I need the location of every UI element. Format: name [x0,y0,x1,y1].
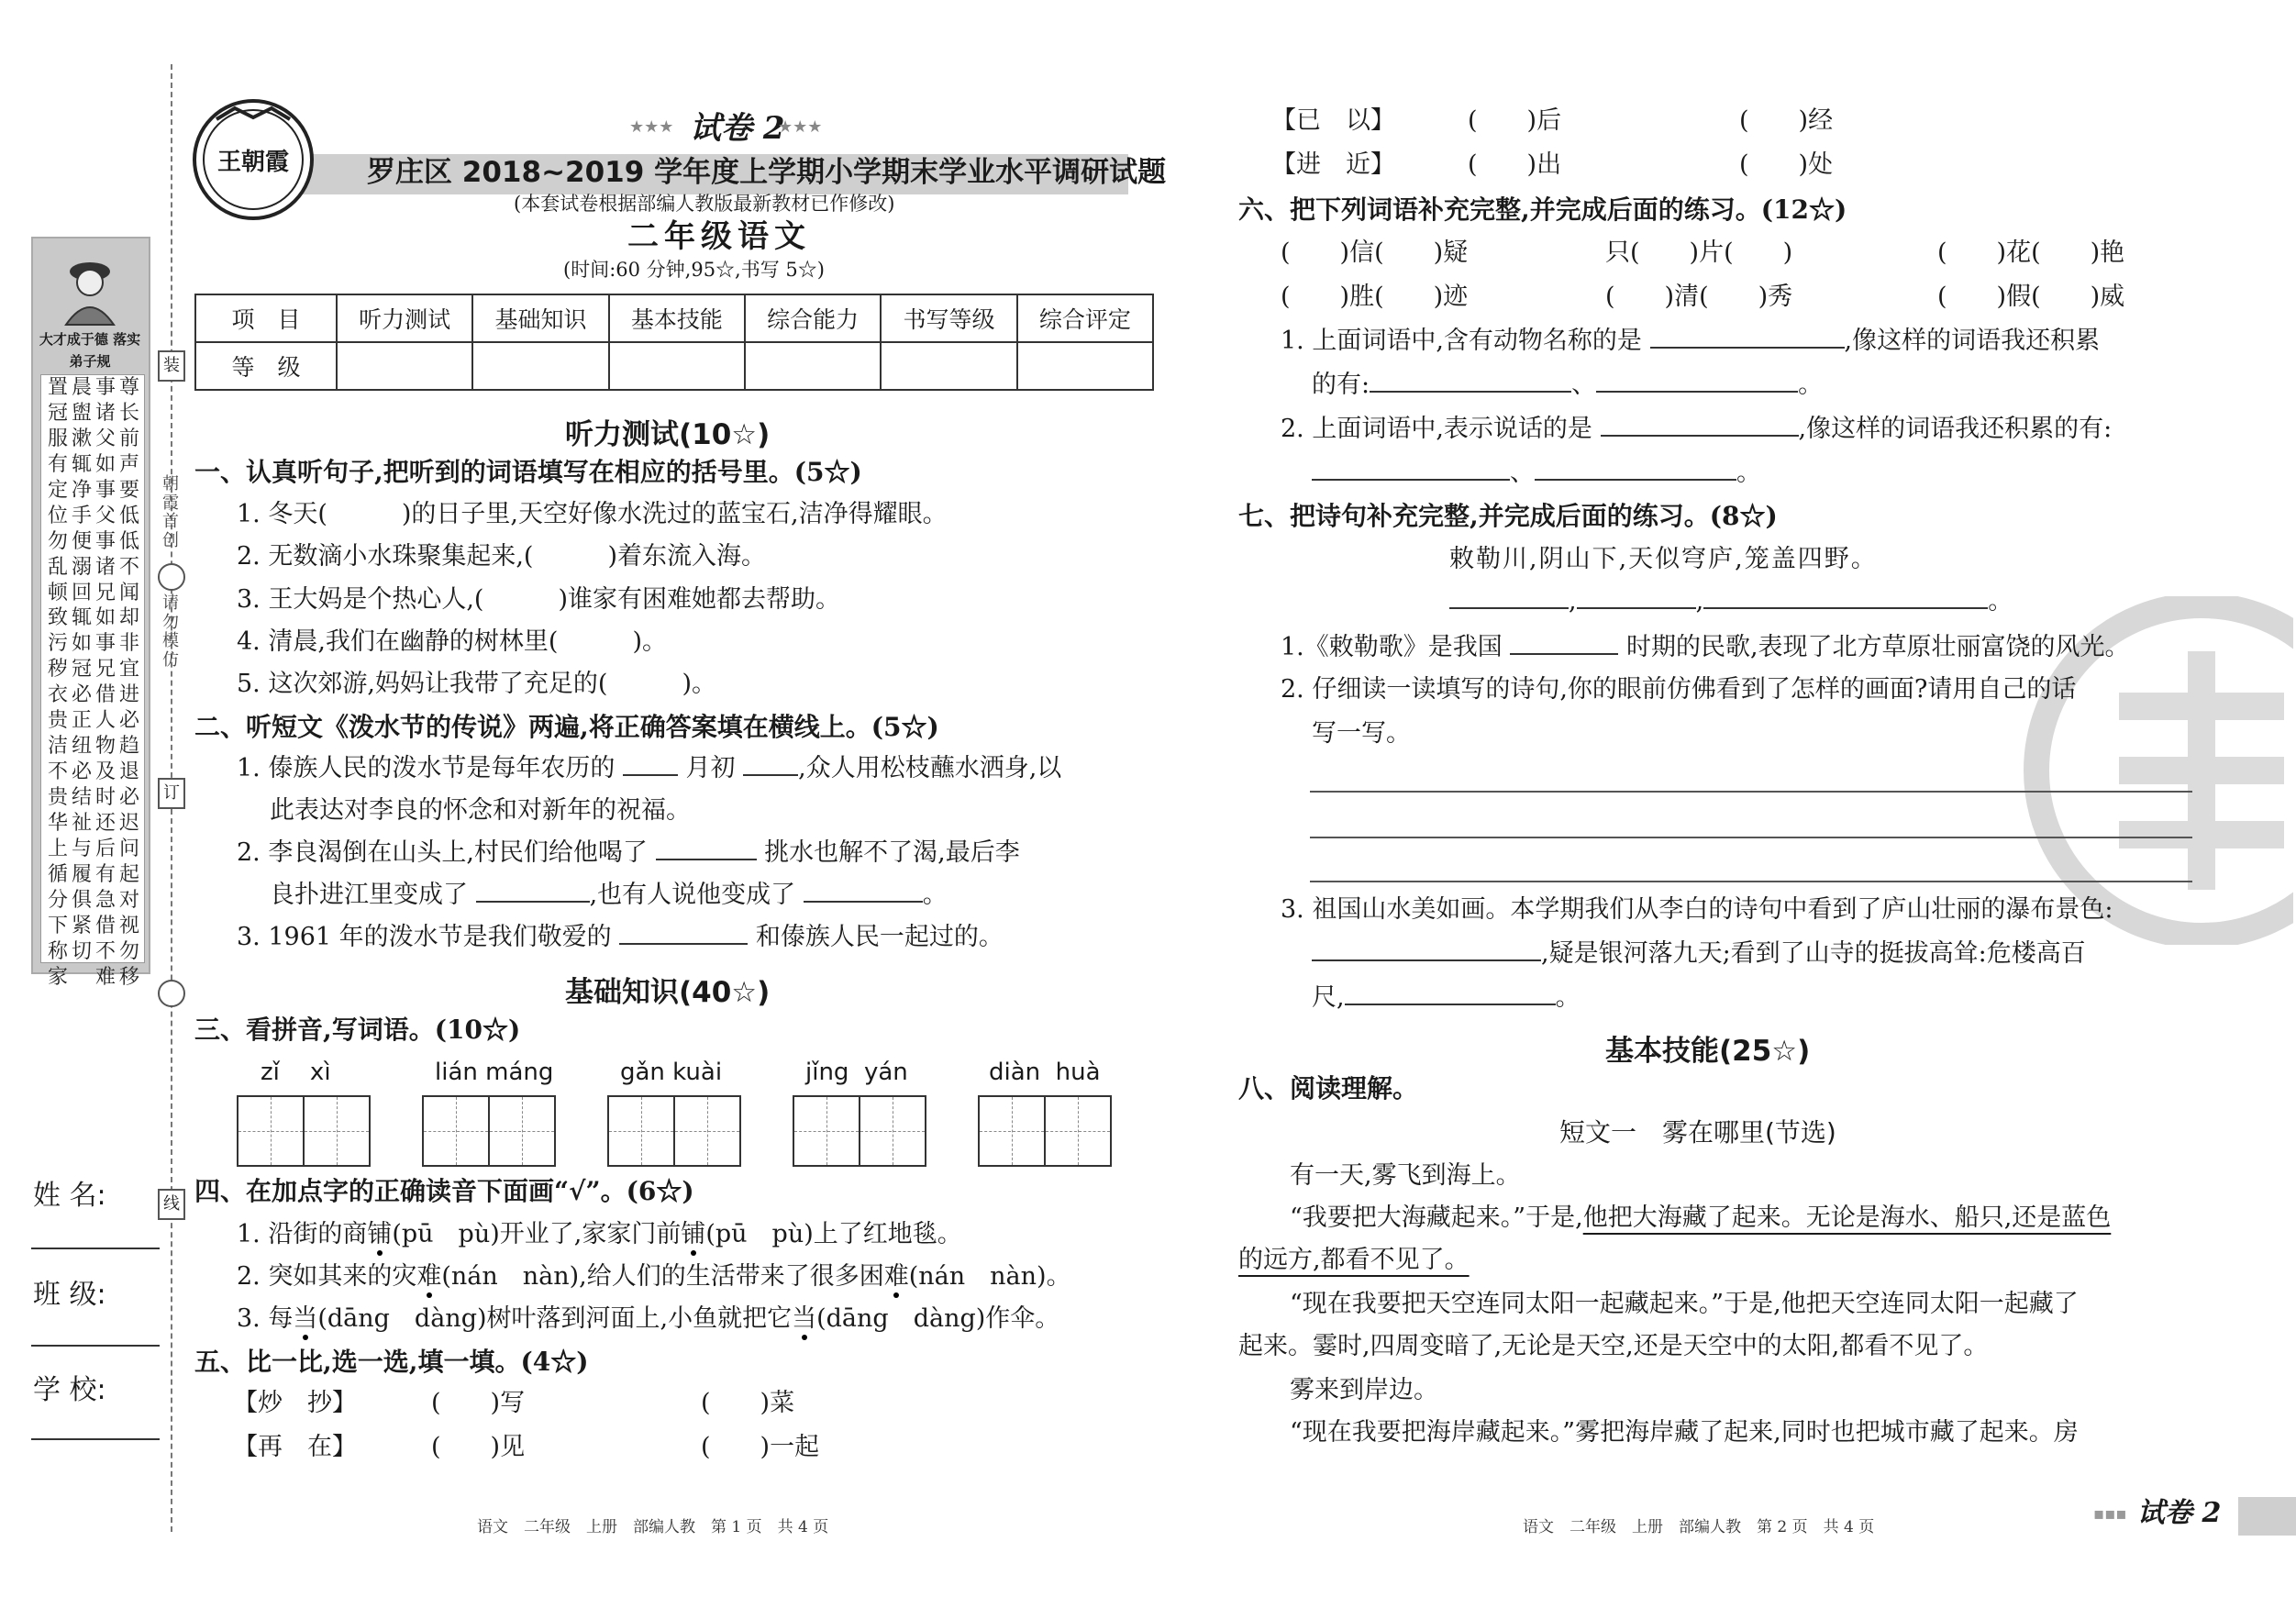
seal-char-xian: 线 [158,1189,185,1220]
q3-title: 三、看拼音,写词语。(10☆) [194,1015,521,1045]
q5-label: 【已 以】 [1271,106,1395,135]
q4-text: 2. 突如其来的灾 [237,1262,417,1291]
stars-left-icon: ★★★ [629,117,674,137]
q6-item-2-cont [1312,459,1761,488]
q2-text: 3. 1961 年的泼水节是我们敬爱的 [237,923,612,951]
subject-title: 二年级语文 [627,218,811,255]
grade-table [194,294,1154,391]
underlined-sentence: 的远方,都看不见了。 [1238,1246,1470,1274]
q5-title: 五、比一比,选一选,填一填。(4☆) [194,1347,589,1377]
blank[interactable] [1577,607,1696,609]
q8-title: 八、阅读理解。 [1238,1073,1419,1103]
q7-poem: 敕勒川,阴山下,天似穹庐,笼盖四野。 [1449,545,1878,573]
q2-item-2 [237,838,1020,868]
q4-title: 四、在加点字的正确读音下面画“√”。(6☆) [194,1176,694,1206]
passage-para: “现在我要把海岸藏起来。”雾把海岸藏了起来,同时也把城市藏了起来。房 [1290,1418,2079,1447]
q7-text: 1.《敕勒歌》是我国 [1281,633,1503,661]
q4-item-1 [237,1220,962,1249]
q2-item-2-cont [270,881,948,910]
section-listening-title: 听力测试(10☆) [565,418,771,451]
passage-para-cont [1238,1246,1470,1275]
side-label-copy: 请勿模仿 [162,593,179,671]
name-field[interactable] [31,1248,160,1249]
q7-punct: , [1569,587,1577,616]
blank[interactable] [1703,607,1988,609]
passage-para: 雾来到岸边。 [1290,1376,1438,1404]
q5-option: ( )菜 [701,1389,795,1417]
dotted-char: 当 [792,1304,817,1333]
q1-item: 4. 清晨,我们在幽静的树林里( )。 [237,627,667,656]
q6-word: 只( )片( ) [1605,238,1793,267]
blank[interactable] [619,943,748,945]
blank[interactable] [476,901,590,903]
page-1-footer: 语文 二年级 上册 部编人教 第 1 页 共 4 页 [477,1518,829,1536]
section-basic-knowledge-title: 基础知识(40☆) [565,976,771,1009]
section-basic-skills-title: 基本技能(25☆) [1605,1035,1811,1068]
grade-table-header: 听力测试 [337,294,472,342]
q6-text: 。 [1736,459,1761,487]
q2-text: 1. 傣族人民的泼水节是每年农历的 [237,754,616,782]
q4-text: (nán nàn),给人们的生活带来了很多困 [441,1262,884,1291]
dotted-char: 难 [883,1262,909,1291]
grade-table-header: 基础知识 [472,294,608,342]
tianzige-box[interactable] [978,1095,1112,1167]
corner-squares-icon: ▪▪▪ [2093,1504,2127,1524]
q6-word: ( )信( )疑 [1281,238,1469,267]
q4-text: (nán nàn)。 [908,1262,1071,1291]
tianzige-box[interactable] [607,1095,741,1167]
q6-text: 、 [1510,459,1535,487]
grade-cell[interactable] [881,342,1016,390]
q6-text: 、 [1571,371,1597,399]
q1-item: 1. 冬天( )的日子里,天空好像水洗过的蓝宝石,洁净得耀眼。 [237,500,948,528]
pinyin-label: zǐ xì [261,1059,331,1086]
q2-text: 良扑进江里变成了 [270,881,468,909]
q6-title: 六、把下列词语补充完整,并完成后面的练习。(12☆) [1238,194,1847,225]
edition-note: (本套试卷根据部编人教版最新教材已作修改) [514,193,895,215]
corner-tab [2238,1497,2296,1536]
q6-text: 。 [1798,371,1824,399]
passage-para: 有一天,雾飞到海上。 [1290,1161,1521,1190]
motto-panel [31,237,150,989]
writing-line[interactable] [1310,837,2192,838]
q4-text: (dāng dàng)树叶落到河面上,小鱼就把它 [317,1304,793,1333]
q5-option: ( )一起 [701,1433,820,1461]
blank[interactable] [1370,391,1571,393]
grade-table-header: 书写等级 [881,294,1016,342]
q7-punct: 。 [1988,587,2013,616]
q4-text: (pū pù)开业了,家家门前 [392,1220,682,1248]
pinyin-label: lián máng [435,1059,554,1086]
q6-word: ( )胜( )迹 [1281,283,1469,311]
q2-item-1-cont: 此表达对李良的怀念和对新年的祝福。 [270,796,691,825]
blank[interactable] [1596,391,1798,393]
pinyin-label: diàn huà [989,1059,1101,1086]
q2-text: 挑水也解不了渴,最后李 [764,838,1020,867]
q5-option: ( )出 [1468,150,1562,179]
paper-badge: 试卷 2 [690,110,785,147]
q7-item-2-cont: 写一写。 [1312,719,1411,748]
grade-cell[interactable] [609,342,745,390]
passage-title: 短文一 雾在哪里(节选) [1559,1117,1836,1148]
pinyin-label: jǐng yán [805,1059,908,1086]
q6-text: ,像这样的词语我还积累的有: [1798,415,2113,443]
q2-text: 月初 [685,754,736,782]
seal-char-ding: 订 [158,778,185,809]
passage-para-cont: 起来。霎时,四周变暗了,无论是天空,还是天空中的太阳,都看不见了。 [1238,1332,1989,1360]
page-2-footer: 语文 二年级 上册 部编人教 第 2 页 共 4 页 [1523,1518,1875,1536]
q4-text: (dāng dàng)作伞。 [816,1304,1060,1333]
class-field[interactable] [31,1345,160,1347]
writing-line[interactable] [1310,791,2192,793]
q7-poem-blanks [1449,587,2013,616]
q1-item: 5. 这次郊游,妈妈让我带了充足的( )。 [237,670,716,698]
q5-label: 【炒 抄】 [233,1389,357,1417]
blank[interactable] [1510,653,1618,655]
q4-text: 3. 每 [237,1304,294,1333]
q1-item: 3. 王大妈是个热心人,( )谁家有困难她都去帮助。 [237,585,840,614]
grade-cell[interactable] [337,342,472,390]
grade-table-row [195,342,1153,390]
dotted-char: 铺 [367,1220,393,1248]
q5-option: ( )写 [431,1389,526,1417]
q7-item-3: 3. 祖国山水美如画。本学期我们从李白的诗句中看到了庐山壮丽的瀑布景色: [1281,895,2113,924]
class-label: 班 级: [33,1279,106,1311]
blank[interactable] [743,774,798,776]
grade-cell[interactable] [472,342,608,390]
grade-table-header: 综合评定 [1017,294,1153,342]
q4-item-3 [237,1304,1059,1334]
grade-table-header: 基本技能 [609,294,745,342]
q2-title: 二、听短文《泼水节的传说》两遍,将正确答案填在横线上。(5☆) [194,712,939,742]
q6-text: 2. 上面词语中,表示说话的是 [1281,415,1592,443]
q5-label: 【进 近】 [1271,150,1395,179]
binding-hole-icon [158,563,185,591]
passage-text: “我要把大海藏起来。”于是, [1290,1203,1583,1232]
q6-text: ,像这样的词语我还积累 [1844,327,2101,355]
q6-word: ( )花( )艳 [1937,238,2125,267]
scholar-figure-icon [35,244,145,327]
exam-title: 罗庄区 2018~2019 学年度上学期小学期末学业水平调研试题 [367,156,1167,189]
logo-text: 王朝霞 [216,149,289,176]
tianzige-box[interactable] [793,1095,926,1167]
blank[interactable] [1345,1004,1556,1005]
side-label-original: 朝霞首创 [162,474,179,551]
grade-cell[interactable] [745,342,881,390]
q7-text: 尺, [1312,983,1345,1012]
q6-item-2 [1281,415,2112,444]
rules-grid [40,374,145,989]
grade-cell[interactable] [1017,342,1153,390]
rules-col-4: 尊长前声要低低不闻却非宜进必趋退必迟问起对视勿移 [118,376,139,989]
tianzige-box[interactable] [237,1095,371,1167]
blank[interactable] [1449,607,1569,609]
dotted-char: 铺 [681,1220,706,1248]
binding-hole-icon [158,980,185,1007]
stars-right-icon: ★★★ [778,117,823,137]
dotted-char: 当 [293,1304,318,1333]
q7-text: 时期的民歌,表现了北方草原壮丽富饶的风光。 [1625,633,2130,661]
passage-para [1290,1203,2111,1233]
grade-table-header: 综合能力 [745,294,881,342]
corner-badge: 试卷 2 [2137,1497,2222,1529]
q7-title: 七、把诗句补充完整,并完成后面的练习。(8☆) [1238,501,1778,531]
q4-text: (pū pù)上了红地毯。 [705,1220,962,1248]
q7-item-2: 2. 仔细读一读填写的诗句,你的眼前仿佛看到了怎样的画面?请用自己的话 [1281,675,2077,704]
dotted-char: 难 [416,1262,442,1291]
blank[interactable] [623,774,678,776]
q7-punct: , [1695,587,1704,616]
q7-text: 。 [1555,983,1581,1012]
q7-item-1 [1281,633,2130,662]
blank[interactable] [1535,479,1736,481]
school-label: 学 校: [33,1374,106,1406]
blank[interactable] [804,901,923,903]
q7-item-3-cont2 [1312,983,1581,1013]
q2-text: 和傣族人民一起过的。 [755,923,1004,951]
q2-item-1 [237,754,1061,783]
q6-item-1-cont [1312,371,1823,400]
blank[interactable] [1312,479,1510,481]
exam-meta: (时间:60 分钟,95☆,书写 5☆) [563,259,825,281]
blank[interactable] [656,859,757,860]
grade-row-label: 等 级 [195,342,337,390]
passage-para: “现在我要把天空连同太阳一起藏起来。”于是,他把天空连同太阳一起藏了 [1290,1290,2079,1318]
q6-text: 1. 上面词语中,含有动物名称的是 [1281,327,1642,355]
q7-item-3-cont [1312,939,2086,969]
q5-option: ( )处 [1739,150,1834,179]
blank[interactable] [1650,347,1845,349]
blank[interactable] [1601,435,1799,437]
q2-item-3 [237,923,1004,952]
q6-word: ( )清( )秀 [1605,283,1793,311]
q5-option: ( )后 [1468,106,1562,135]
q6-text: 的有: [1312,371,1370,399]
rules-col-1: 置冠服有定位勿乱顿致污秽衣贵洁不贵华上循分下称家 [47,376,68,989]
q6-item-1 [1281,327,2100,356]
q1-title: 一、认真听句子,把听到的词语填写在相应的括号里。(5☆) [194,457,862,487]
q2-text: 2. 李良渴倒在山头上,村民们给他喝了 [237,838,648,867]
q6-word: ( )假( )威 [1937,283,2125,311]
tianzige-box[interactable] [422,1095,556,1167]
q5-option: ( )见 [431,1433,526,1461]
pinyin-label: gǎn kuài [620,1059,723,1086]
writing-line[interactable] [1310,881,2192,882]
q4-text: 1. 沿街的商 [237,1220,368,1248]
blank[interactable] [1312,959,1541,961]
underlined-sentence: 他把大海藏了起来。无论是海水、船只,还是蓝色 [1582,1203,2112,1232]
name-label: 姓 名: [33,1180,106,1212]
q7-text: ,疑是银河落九天;看到了山寺的挺拔高耸:危楼高百 [1541,939,2086,968]
q1-item: 2. 无数滴小水珠聚集起来,( )着东流入海。 [237,542,766,571]
motto: 大才成于德 落实弟子规 [39,331,141,370]
rules-col-2: 晨盥漱辄净手便溺回辄如冠必正纽必结祉与履俱紧切 [71,376,92,963]
q2-text: 。 [922,881,948,909]
rules-col-3: 事诸父如事父事诸兄如事兄借人物及时还后有急借不难 [94,376,116,989]
q5-option: ( )经 [1739,106,1834,135]
seal-char-zhuang: 装 [158,350,185,382]
q4-item-2 [237,1262,1071,1292]
school-field[interactable] [31,1438,160,1440]
q5-label: 【再 在】 [233,1433,357,1461]
grade-table-header: 项 目 [195,294,337,342]
q2-text: ,也有人说他变成了 [589,881,796,909]
q2-text: ,众人用松枝蘸水洒身,以 [798,754,1062,782]
grade-table-header-row [195,294,1153,342]
